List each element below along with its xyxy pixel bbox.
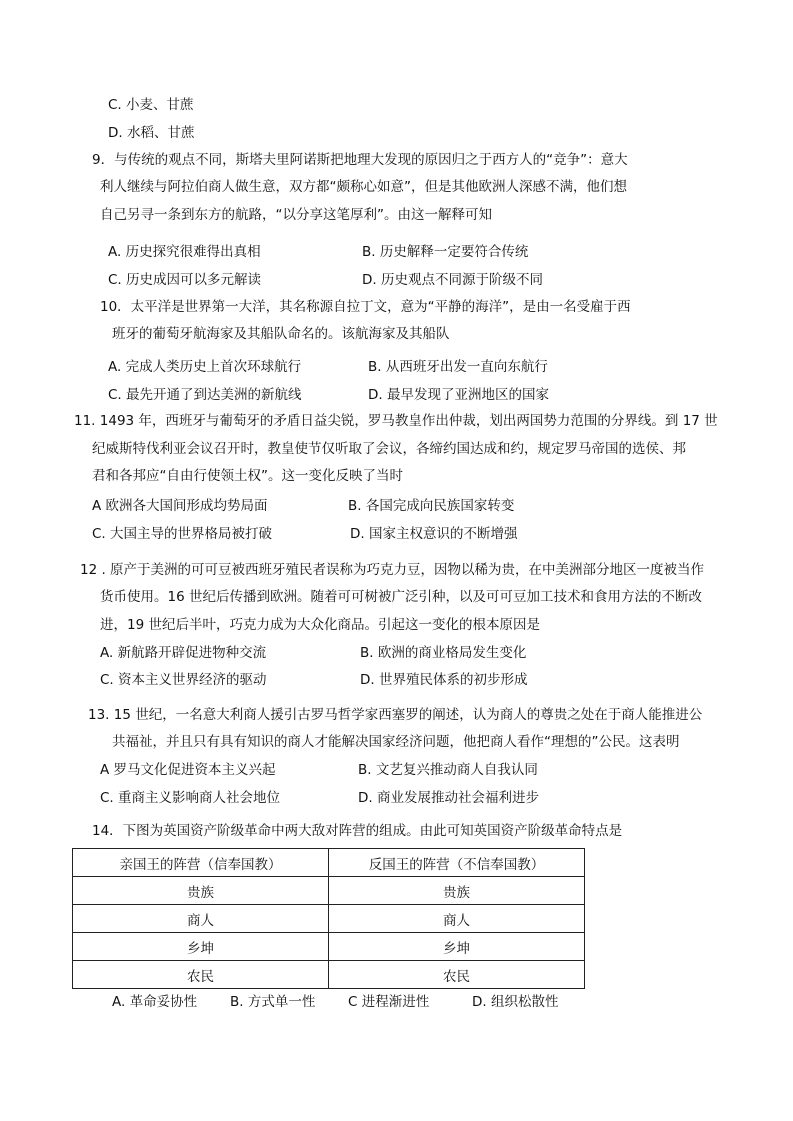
q9-stem-line-3: 自己另寻一条到东方的航路，“以分享这笔厚利”。由这一解释可知 <box>100 207 492 223</box>
q8-option-c: C. 小麦、甘蔗 <box>108 97 194 113</box>
q10-stem-line-2: 班牙的葡萄牙航海家及其船队命名的。该航海家及其船队 <box>112 326 450 342</box>
table-header-row <box>73 849 585 877</box>
q11-option-a: A 欧洲各大国间形成均势局面 <box>92 498 268 514</box>
table-header-cell: 反国王的阵营（不信奉国教） <box>329 849 585 877</box>
q9-option-c: C. 历史成因可以多元解读 <box>108 272 262 288</box>
table-cell: 乡坤 <box>73 933 329 961</box>
q13-option-c: C. 重商主义影响商人社会地位 <box>100 790 281 806</box>
q12-stem-line-1: 12 . 原产于美洲的可可豆被西班牙殖民者误称为巧克力豆，因物以稀为贵，在中美洲部分地区一度被当作 <box>80 562 705 578</box>
q13-option-d: D. 商业发展推动社会福利进步 <box>358 790 539 806</box>
q10-stem-line-1: 10．太平洋是世界第一大洋，其名称源自拉丁文，意为“平静的海洋”，是由一名受雇于西 <box>100 299 631 315</box>
table-row <box>73 905 585 933</box>
table-row <box>73 961 585 989</box>
q11-stem-line-3: 君和各邦应“自由行使领土权”。这一变化反映了当时 <box>92 468 403 484</box>
q9-option-d: D. 历史观点不同源于阶级不同 <box>362 272 543 288</box>
table-cell: 贵族 <box>329 877 585 905</box>
q13-stem-line-1: 13. 15 世纪，一名意大利商人援引古罗马哲学家西塞罗的阐述，认为商人的尊贵之处在于商人能推进公 <box>88 707 703 723</box>
q10-option-d: D. 最早发现了亚洲地区的国家 <box>368 387 549 403</box>
q11-option-d: D. 国家主权意识的不断增强 <box>350 526 518 542</box>
q10-option-a: A. 完成人类历史上首次环球航行 <box>108 359 302 375</box>
q9-option-b: B. 历史解释一定要符合传统 <box>362 244 529 260</box>
q14-option-a: A. 革命妥协性 <box>112 994 198 1010</box>
table-cell: 农民 <box>329 961 585 989</box>
table-row <box>73 877 585 905</box>
q10-option-c: C. 最先开通了到达美洲的新航线 <box>108 387 302 403</box>
q14-option-b: B. 方式单一性 <box>230 994 316 1010</box>
q12-stem-line-2: 货币使用。16 世纪后传播到欧洲。随着可可树被广泛引种，以及可可豆加工技术和食用方法的不断改 <box>100 589 702 605</box>
camp-composition-table <box>72 848 585 989</box>
table-cell: 商人 <box>73 905 329 933</box>
q11-stem-line-2: 纪威斯特伐利亚会议召开时，教皇使节仅听取了会议，各缔约国达成和约，规定罗马帝国的选侯、邦 <box>92 441 686 457</box>
q10-option-b: B. 从西班牙出发一直向东航行 <box>368 359 548 375</box>
q12-option-c: C. 资本主义世界经济的驱动 <box>100 672 267 688</box>
q14-stem: 14．下图为英国资产阶级革命中两大敌对阵营的组成。由此可知英国资产阶级革命特点是 <box>92 823 623 839</box>
table-header-cell: 亲国王的阵营（信奉国教） <box>73 849 329 877</box>
table-cell: 乡坤 <box>329 933 585 961</box>
table-row <box>73 933 585 961</box>
q13-option-a: A 罗马文化促进资本主义兴起 <box>100 762 276 778</box>
q8-option-d: D. 水稻、甘蔗 <box>108 125 195 141</box>
table-cell: 农民 <box>73 961 329 989</box>
q11-stem-line-1: 11. 1493 年，西班牙与葡萄牙的矛盾日益尖锐，罗马教皇作出仲裁，划出两国势力范围的分界线。到 17 世 <box>74 413 718 429</box>
table-cell: 贵族 <box>73 877 329 905</box>
q14-option-d: D. 组织松散性 <box>472 994 559 1010</box>
q14-option-c: C 进程渐进性 <box>348 994 430 1010</box>
q12-option-b: B. 欧洲的商业格局发生变化 <box>360 645 527 661</box>
q11-option-c: C. 大国主导的世界格局被打破 <box>92 526 273 542</box>
q13-option-b: B. 文艺复兴推动商人自我认同 <box>358 762 538 778</box>
q9-stem-line-1: 9．与传统的观点不同，斯塔夫里阿诺斯把地理大发现的原因归之于西方人的“竞争”：意大 <box>92 152 628 168</box>
table-cell: 商人 <box>329 905 585 933</box>
q12-option-d: D. 世界殖民体系的初步形成 <box>360 672 528 688</box>
q9-option-a: A. 历史探究很难得出真相 <box>108 244 261 260</box>
q13-stem-line-2: 共福祉，并且只有具有知识的商人才能解决国家经济问题，他把商人看作“理想的”公民。这表明 <box>112 734 680 750</box>
q11-option-b: B. 各国完成向民族国家转变 <box>348 498 515 514</box>
q9-stem-line-2: 利人继续与阿拉伯商人做生意，双方都“颇称心如意”，但是其他欧洲人深感不满，他们想 <box>100 179 627 195</box>
q12-stem-line-3: 进，19 世纪后半叶，巧克力成为大众化商品。引起这一变化的根本原因是 <box>100 617 540 633</box>
q12-option-a: A. 新航路开辟促进物种交流 <box>100 645 267 661</box>
